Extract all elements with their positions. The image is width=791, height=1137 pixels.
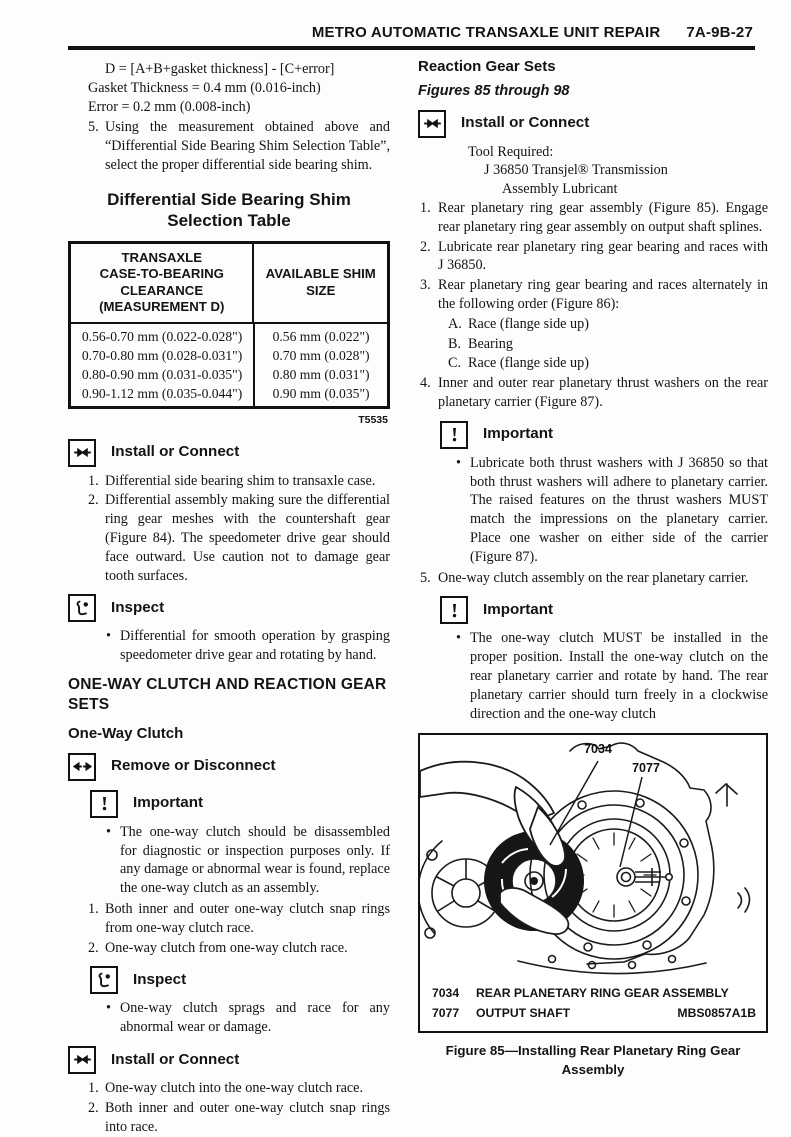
page-code: 7A-9B-27 (686, 24, 753, 41)
table-cell: 0.56-0.70 mm (0.022-0.028") (81, 328, 243, 344)
inspect-icon (68, 594, 96, 622)
important-icon (440, 421, 468, 449)
table-header-row (71, 244, 387, 324)
important-section (440, 596, 768, 624)
section-label: Inspect (133, 970, 187, 988)
section-label: Important (133, 794, 204, 812)
table-cell: 0.90-1.12 mm (0.035-0.044") (81, 385, 243, 401)
bullet-item: • One-way clutch sprags and race for any abnormal wear or damage. (68, 999, 390, 1037)
important-section (440, 421, 768, 449)
figure-callout-7077: 7077 (632, 761, 660, 776)
list-item: 1. Rear planetary ring gear assembly (Figure 85). Engage rear planetary ring gear assembly on output shaft splines. (420, 199, 768, 235)
install-or-connect-section (68, 1046, 390, 1074)
table-cell: 0.56 mm (0.022") (272, 328, 370, 344)
sub-list (418, 315, 768, 373)
table-col-clearance (71, 324, 255, 406)
legend-row: 7034 REAR PLANETARY RING GEAR ASSEMBLY (432, 986, 729, 1001)
table-header-clearance: TRANSAXLE CASE-TO-BEARING CLEARANCE (MEASUREMENT D) (71, 244, 254, 322)
page-header (68, 24, 753, 41)
sub-list-item: C. Race (flange side up) (448, 355, 589, 372)
table-body (71, 324, 387, 406)
remove-disconnect-icon (68, 753, 96, 781)
step-5 (68, 118, 390, 174)
section-label: Inspect (111, 598, 165, 616)
list-item: 2. Lubricate rear planetary ring gear bearing and races with J 36850. (420, 238, 768, 274)
tool-required-block: Tool Required: J 36850 Transjel® Transmission Assembly Lubricant (468, 143, 668, 198)
section-label: Install or Connect (111, 1050, 240, 1068)
figure-85-illustration (420, 735, 766, 975)
install-connect-icon (418, 110, 446, 138)
shim-table-title: Differential Side Bearing Shim Selection Table (107, 189, 351, 230)
section-label: Remove or Disconnect (111, 757, 276, 775)
list-item: 1. One-way clutch into the one-way clutch race. (88, 1079, 364, 1096)
table-header-shim-size: AVAILABLE SHIM SIZE (265, 266, 376, 298)
header-title: METRO AUTOMATIC TRANSAXLE UNIT REPAIR (311, 24, 661, 41)
important-icon (90, 790, 118, 818)
formula-line: Gasket Thickness = 0.4 mm (0.016-inch) (88, 79, 321, 96)
item-text: Using the measurement obtained above and “Differential Side Bearing Shim Selection Table”, select the proper differential side bearing shim. (105, 119, 390, 173)
inspect-section (90, 966, 390, 994)
figures-range: Figures 85 through 98 (418, 82, 570, 99)
table-cell: 0.80 mm (0.031") (272, 366, 370, 382)
right-column (418, 56, 768, 1080)
section-heading: ONE-WAY CLUTCH AND REACTION GEAR SETS (68, 675, 387, 713)
figure-callout-7034: 7034 (584, 742, 612, 757)
table-cell: 0.80-0.90 mm (0.031-0.035") (81, 366, 243, 382)
figure-85-box (418, 733, 768, 1033)
important-section (90, 790, 390, 818)
inspect-icon (90, 966, 118, 994)
subsection-heading: One-Way Clutch (68, 724, 184, 742)
header-rule (68, 46, 755, 50)
table-cell: 0.70 mm (0.028") (272, 347, 370, 363)
section-label: Install or Connect (111, 443, 240, 461)
table-cell: 0.90 mm (0.035") (272, 385, 370, 401)
section-label: Install or Connect (461, 114, 590, 132)
important-icon (440, 596, 468, 624)
bullet-item: • Differential for smooth operation by grasping speedometer drive gear and rotating by hand. (68, 627, 390, 665)
formula-line: Error = 0.2 mm (0.008-inch) (88, 98, 251, 115)
list-item: 4. Inner and outer rear planetary thrust washers on the rear planetary carrier (Figure 87). (420, 375, 768, 410)
figure-reference-code: MBS0857A1B (677, 1006, 756, 1021)
remove-or-disconnect-section (68, 753, 390, 781)
bullet-item: • Lubricate both thrust washers with J 36850 so that both thrust washers will adhere to planetary carrier. The raised features on the thrust washers MUST match the impressions on the planetary carrier. Place one washer on either side of the carrier (Figure 87). (418, 454, 768, 567)
section-label: Important (483, 600, 554, 618)
legend-row: 7077 OUTPUT SHAFT MBS0857A1B (432, 1003, 756, 1023)
install-or-connect-section (68, 439, 390, 467)
list-item: 2. One-way clutch from one-way clutch race. (88, 939, 348, 956)
sub-list-item: B. Bearing (448, 335, 513, 352)
table-col-shim (255, 324, 387, 406)
inspect-section (68, 594, 390, 622)
install-connect-icon (68, 1046, 96, 1074)
formula-block (88, 60, 390, 116)
left-column (68, 56, 390, 1137)
install-or-connect-section (418, 110, 768, 138)
install-connect-icon (68, 439, 96, 467)
list-item: 2. Both inner and outer one-way clutch snap rings into race. (88, 1099, 390, 1135)
section-heading: Reaction Gear Sets (418, 58, 556, 75)
section-label: Important (483, 425, 554, 443)
sub-list-item: A. Race (flange side up) (448, 315, 589, 332)
shim-selection-table (68, 241, 390, 409)
bullet-item: • The one-way clutch should be disassembled for diagnostic or inspection purposes only. If any damage or abnormal wear is found, replace the one-way clutch as an assembly. (68, 823, 390, 898)
table-cell: 0.70-0.80 mm (0.028-0.031") (81, 347, 243, 363)
list-item: 3. Rear planetary ring gear bearing and races alternately in the following order (Figure 86): (420, 277, 768, 312)
list-item: 1. Differential side bearing shim to transaxle case. (88, 472, 376, 489)
list-item: 1. Both inner and outer one-way clutch snap rings from one-way clutch race. (88, 900, 390, 936)
figure-caption: Figure 85—Installing Rear Planetary Ring Gear Assembly (445, 1043, 741, 1077)
bullet-item: • The one-way clutch MUST be installed in the proper position. Install the one-way clutch on the rear planetary carrier and rotate by hand. The rear planetary carrier should turn freely in a clockwise direction and the one-way clutch (418, 629, 768, 723)
formula-line: D = [A+B+gasket thickness] - [C+error] (105, 61, 335, 77)
list-item: 5. One-way clutch assembly on the rear planetary carrier. (420, 569, 749, 586)
table-reference-tag: T5535 (358, 413, 388, 426)
list-item: 2. Differential assembly making sure the differential ring gear meshes with the countershaft gear (Figure 84). The speedometer drive gear should face outward. Use caution not to damage gear tooth surfaces. (88, 492, 390, 584)
item-number: 5. (88, 119, 99, 136)
